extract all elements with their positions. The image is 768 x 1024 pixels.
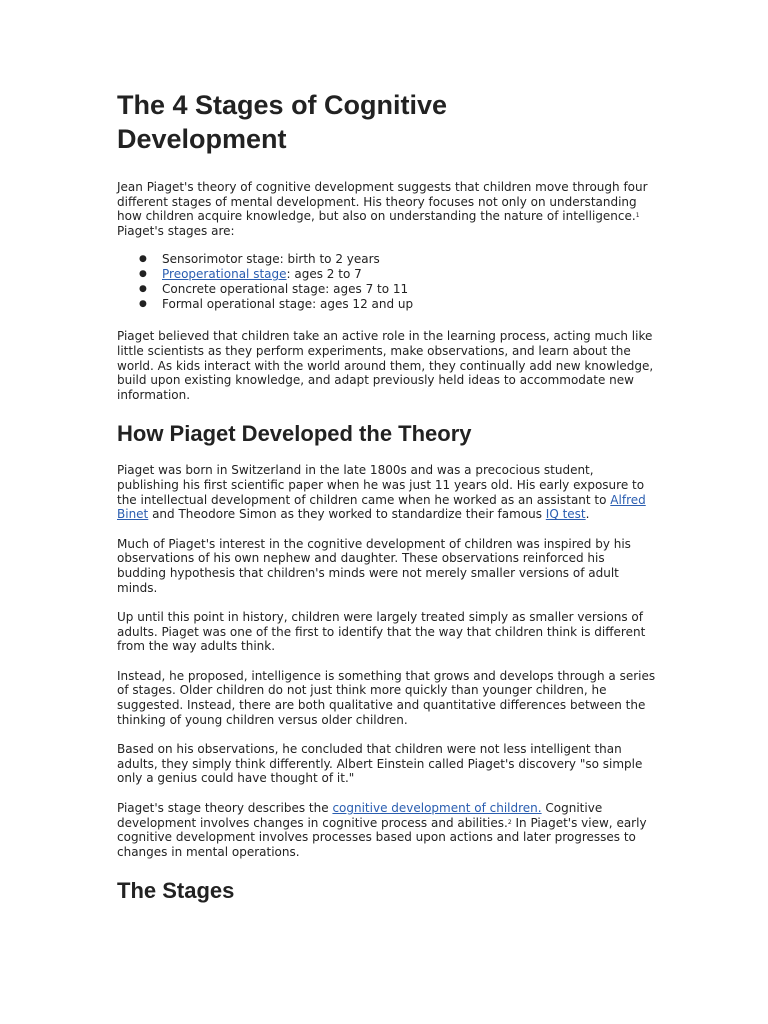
- citation-1[interactable]: 1: [635, 212, 640, 220]
- intro-text: Jean Piaget's theory of cognitive development suggests that children move through four different stages of mental development. His theory focuses not only on understanding how children acquire knowledge, but also on understanding the nature of intelligence.: [117, 180, 648, 224]
- list-item: ● Sensorimotor stage: birth to 2 years: [139, 252, 380, 267]
- section-heading-developed: How Piaget Developed the Theory: [117, 421, 472, 447]
- iq-test-link[interactable]: IQ test: [545, 507, 586, 522]
- citation-2[interactable]: 2: [507, 818, 512, 826]
- bullet-icon: ●: [139, 299, 147, 310]
- stage-theory-paragraph: Piaget's stage theory describes the cognitive development of children. Cognitive development involves changes in cognitive process and abilities.$^2$ In Piaget's view, early cognitive development involves processes based upon actions and later progresses to changes in mental operations.: [117, 801, 647, 859]
- bullet-icon: ●: [139, 254, 147, 265]
- bullet-icon: ●: [139, 269, 147, 280]
- einstein-paragraph: Based on his observations, he concluded that children were not less intelligent than adults, they simply think differently. Albert Einstein called Piaget's discovery "so simple only a genius could have thought of it.": [117, 742, 643, 786]
- list-item: ● Concrete operational stage: ages 7 to 11: [139, 282, 409, 297]
- stages-list: [117, 252, 657, 312]
- history-paragraph: Up until this point in history, children were largely treated simply as smaller versions of adults. Piaget was one of the first to identify that the way that children think is different from the way adults think.: [117, 610, 646, 654]
- section-heading-stages: The Stages: [117, 878, 235, 904]
- active-role-paragraph: Piaget believed that children take an active role in the learning process, acting much like little scientists as they perform experiments, make observations, and learn about the world. As kids interact with the world around them, they continually add new knowledge, build upon existing knowledge, and adapt previously held ideas to accommodate new information.: [117, 329, 654, 402]
- alfred-binet-link[interactable]: Alfred Binet: [117, 492, 646, 522]
- list-item: ● Preoperational stage: ages 2 to 7: [139, 267, 362, 282]
- born-paragraph: Piaget was born in Switzerland in the late 1800s and was a precocious student, publishing his first scientific paper when he was just 11 years old. His early exposure to the intellectual development of children came when he worked as an assistant to Alfred Binet and Theodore Simon as they worked to standardize their famous IQ test.: [117, 463, 646, 522]
- preoperational-stage-link[interactable]: Preoperational stage: [162, 267, 287, 282]
- instead-paragraph: Instead, he proposed, intelligence is something that grows and develops through a series of stages. Older children do not just think more quickly than younger children, he suggested. Instead, there are both qualitative and quantitative differences between the thinking of young children versus older children.: [117, 668, 656, 727]
- bullet-icon: ●: [139, 284, 147, 295]
- page-title: The 4 Stages of Cognitive Development: [117, 90, 448, 154]
- list-item: ● Formal operational stage: ages 12 and up: [139, 297, 414, 312]
- interest-paragraph: Much of Piaget's interest in the cognitive development of children was inspired by his observations of his own nephew and daughter. These observations reinforced his budding hypothesis that children's minds were not merely smaller versions of adult minds.: [117, 536, 631, 595]
- article: [117, 88, 657, 904]
- intro-text-end: Piaget's stages are:: [117, 223, 235, 238]
- intro-paragraph: [117, 180, 657, 238]
- cognitive-development-link[interactable]: cognitive development of children.: [332, 801, 542, 816]
